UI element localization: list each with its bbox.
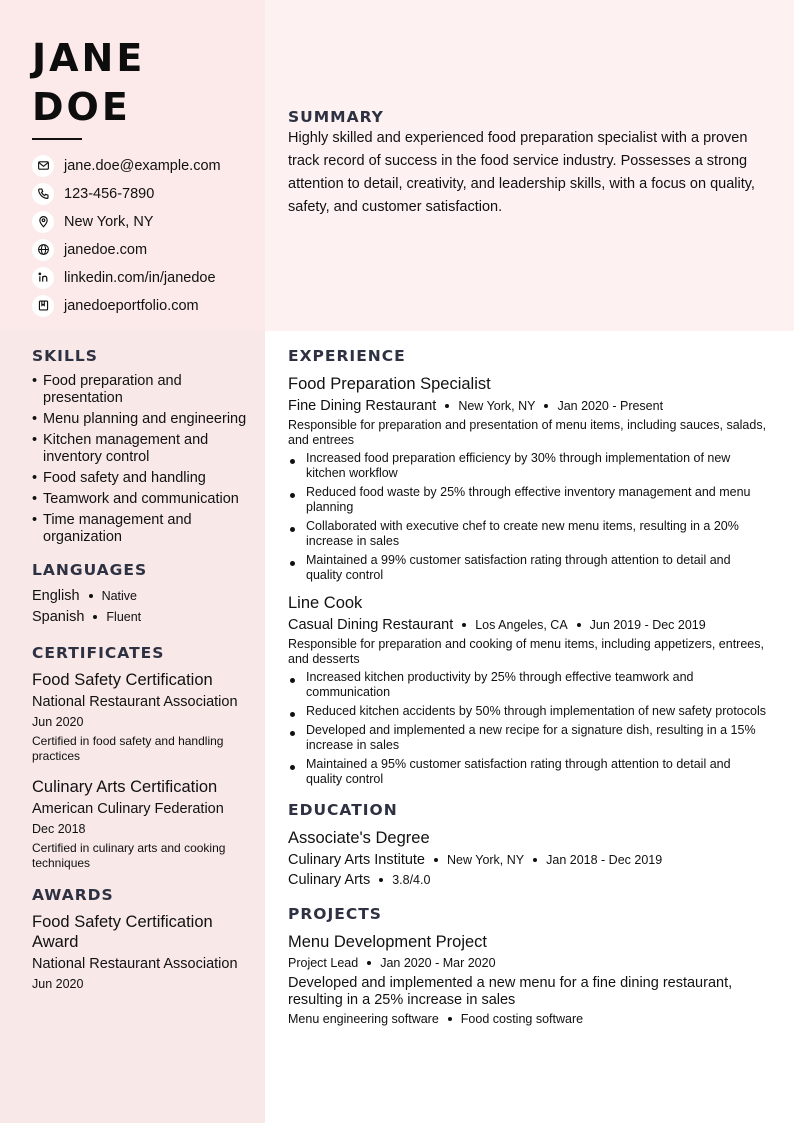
separator-dot (448, 1017, 452, 1021)
certificate-title: Culinary Arts Certification (32, 778, 218, 796)
job-location: New York, NY (458, 399, 536, 413)
job-meta (288, 617, 770, 633)
education-section (288, 801, 770, 888)
separator-dot (93, 615, 97, 619)
project-meta (288, 956, 770, 970)
field-of-study: Culinary Arts (288, 872, 371, 888)
gpa: 3.8/4.0 (392, 873, 431, 887)
achievement-item: Maintained a 99% customer satisfaction rating through attention to detail and quality control (288, 553, 770, 583)
right-column (288, 347, 770, 1026)
languages-heading: LANGUAGES (32, 561, 148, 579)
job-entry (288, 374, 770, 583)
award-entry (32, 912, 247, 991)
award-title: Food Safety Certification Award (32, 913, 213, 951)
achievement-item: Maintained a 95% customer satisfaction rating through attention to detail and quality control (288, 757, 770, 787)
contact-email-text: jane.doe@example.com (64, 157, 221, 174)
job-company: Casual Dining Restaurant (288, 617, 454, 633)
contact-website-text: janedoe.com (64, 241, 148, 258)
skill-item: • Menu planning and engineering (32, 411, 247, 427)
project-description: Developed and implemented a new menu for a fine dining restaurant, resulting in a 25% increase in sales (288, 975, 733, 1008)
contact-linkedin[interactable] (32, 264, 252, 292)
language-row (32, 606, 247, 627)
job-dates: Jun 2019 - Dec 2019 (589, 618, 706, 632)
language-level: Native (101, 588, 137, 603)
globe-icon (32, 239, 54, 261)
contact-portfolio-text: janedoeportfolio.com (64, 297, 199, 314)
achievement-item: Developed and implemented a new recipe for a signature dish, resulting in a 15% increase in sales (288, 723, 770, 753)
certificate-date: Jun 2020 (32, 715, 84, 729)
degree-title: Associate's Degree (288, 829, 430, 847)
job-description: Responsible for preparation and presentation of menu items, including sauces, salads, and entrees (288, 418, 767, 447)
language-level: Fluent (106, 609, 142, 624)
separator-dot (462, 623, 466, 627)
project-name: Menu Development Project (288, 933, 488, 951)
job-location: Los Angeles, CA (475, 618, 568, 632)
job-achievements (288, 670, 770, 787)
contact-list (32, 152, 252, 320)
skill-item: • Kitchen management and inventory control (32, 432, 209, 465)
separator-dot (544, 404, 548, 408)
education-dates: Jan 2018 - Dec 2019 (546, 853, 663, 867)
education-heading: EDUCATION (288, 801, 398, 819)
languages-section (32, 561, 247, 627)
certificates-section (32, 644, 247, 871)
mail-icon (32, 155, 54, 177)
separator-dot (533, 858, 537, 862)
certificate-date: Dec 2018 (32, 822, 86, 836)
contact-phone-text: 123-456-7890 (64, 185, 155, 202)
skill-item: • Time management and organization (32, 512, 192, 545)
education-meta (288, 852, 770, 868)
full-name (32, 34, 252, 132)
job-achievements (288, 451, 770, 583)
skill-item: • Teamwork and communication (32, 491, 239, 507)
job-entry (288, 593, 770, 787)
project-tool: Menu engineering software (288, 1012, 439, 1026)
header-contact-block (32, 34, 252, 320)
contact-phone[interactable] (32, 180, 252, 208)
location-pin-icon (32, 211, 54, 233)
contact-portfolio[interactable] (32, 292, 252, 320)
skill-item: • Food safety and handling (32, 470, 206, 486)
job-title: Line Cook (288, 594, 363, 612)
name-last: DOE (32, 85, 131, 129)
achievement-item: Increased kitchen productivity by 25% through effective teamwork and communication (288, 670, 770, 700)
skills-heading: SKILLS (32, 347, 98, 365)
separator-dot (445, 404, 449, 408)
skills-section (32, 347, 247, 546)
contact-location (32, 208, 252, 236)
language-name: Spanish (32, 608, 85, 625)
certificate-issuer: National Restaurant Association (32, 694, 238, 710)
skills-list (32, 373, 247, 546)
achievement-item: Reduced food waste by 25% through effective inventory management and menu planning (288, 485, 770, 515)
job-meta (288, 398, 770, 414)
bookmark-icon (32, 295, 54, 317)
job-company: Fine Dining Restaurant (288, 398, 437, 414)
awards-section (32, 886, 247, 991)
skill-item: • Food preparation and presentation (32, 373, 182, 406)
project-role: Project Lead (288, 956, 359, 970)
job-title: Food Preparation Specialist (288, 375, 491, 393)
contact-location-text: New York, NY (64, 213, 154, 230)
name-divider (32, 138, 82, 140)
achievement-item: Reduced kitchen accidents by 50% through implementation of new safety protocols (288, 704, 770, 719)
contact-website[interactable] (32, 236, 252, 264)
linkedin-icon (32, 267, 54, 289)
contact-email[interactable] (32, 152, 252, 180)
name-first: JANE (32, 36, 146, 80)
school-location: New York, NY (447, 853, 525, 867)
language-name: English (32, 587, 80, 604)
separator-dot (379, 878, 383, 882)
certificate-entry (32, 670, 247, 764)
awards-heading: AWARDS (32, 886, 114, 904)
certificate-issuer: American Culinary Federation (32, 801, 224, 817)
job-description: Responsible for preparation and cooking of menu items, including appetizers, entrees, and desserts (288, 637, 764, 666)
separator-dot (367, 961, 371, 965)
certificates-heading: CERTIFICATES (32, 644, 165, 662)
job-dates: Jan 2020 - Present (557, 399, 664, 413)
experience-heading: EXPERIENCE (288, 347, 406, 365)
achievement-item: Collaborated with executive chef to create new menu items, resulting in a 20% increase in sales (288, 519, 770, 549)
award-date: Jun 2020 (32, 977, 84, 991)
award-issuer: National Restaurant Association (32, 956, 238, 972)
left-column (32, 347, 247, 991)
summary-heading: SUMMARY (288, 108, 384, 126)
experience-section (288, 347, 770, 787)
achievement-item: Increased food preparation efficiency by 30% through implementation of new kitchen workflow (288, 451, 770, 481)
projects-heading: PROJECTS (288, 905, 382, 923)
project-tools (288, 1012, 770, 1026)
summary-section (288, 108, 770, 219)
contact-linkedin-text: linkedin.com/in/janedoe (64, 269, 216, 286)
summary-text: Highly skilled and experienced food preparation specialist with a proven track record of success in the food service industry. Possesses a strong attention to detail, creativity, and leadership skills, with a focus on quality, safety, and customer satisfaction. (288, 130, 755, 215)
projects-section (288, 905, 770, 1026)
certificate-description: Certified in food safety and handling practices (32, 734, 224, 763)
project-tool: Food costing software (460, 1012, 584, 1026)
separator-dot (577, 623, 581, 627)
education-field-row (288, 872, 770, 888)
phone-icon (32, 183, 54, 205)
school-name: Culinary Arts Institute (288, 852, 425, 868)
certificate-entry (32, 777, 247, 871)
certificate-title: Food Safety Certification (32, 671, 213, 689)
separator-dot (89, 594, 93, 598)
project-dates: Jan 2020 - Mar 2020 (380, 956, 496, 970)
language-row (32, 585, 247, 606)
separator-dot (434, 858, 438, 862)
certificate-description: Certified in culinary arts and cooking techniques (32, 841, 226, 870)
